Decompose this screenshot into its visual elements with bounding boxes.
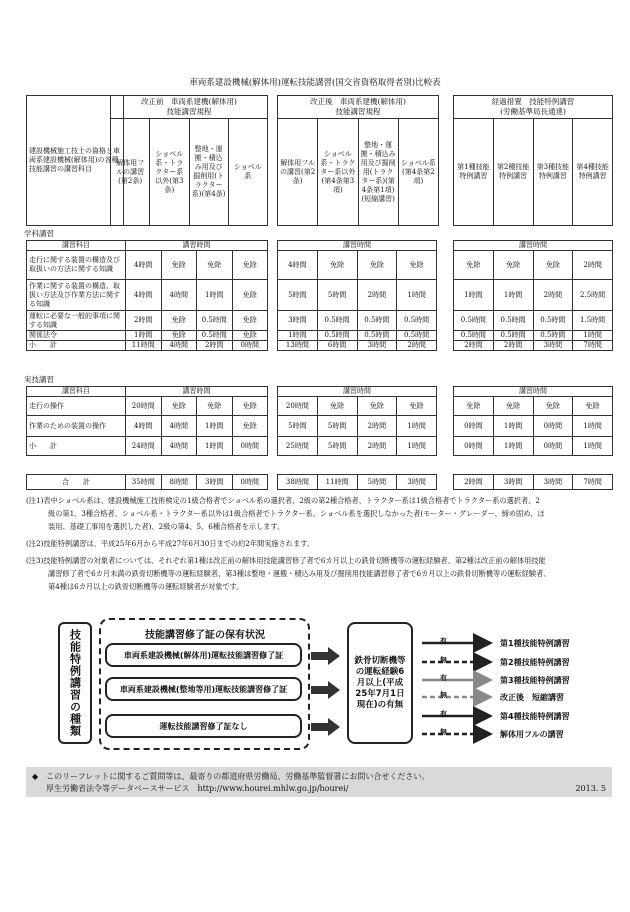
time-cell: 免除 bbox=[161, 397, 197, 416]
arrow-label-4: 無 bbox=[440, 691, 447, 699]
total-cell: 7時間 bbox=[573, 475, 613, 490]
time-cell: 免除 bbox=[232, 416, 268, 437]
time-cell: 1時間 bbox=[573, 416, 613, 437]
time-cell: 0.5時間 bbox=[357, 331, 397, 341]
time-cell: 0.5時間 bbox=[317, 331, 357, 341]
result-arrows bbox=[422, 643, 488, 734]
head-time: 講習時間 bbox=[454, 387, 613, 397]
head-time: 講習時間 bbox=[278, 241, 437, 251]
time-cell: 0.5時間 bbox=[454, 331, 494, 341]
time-cell: 0.5時間 bbox=[533, 311, 573, 331]
time-cell: 0.5時間 bbox=[397, 331, 437, 341]
arrow-label-3: 有 bbox=[440, 674, 447, 682]
time-cell: 1時間 bbox=[197, 437, 233, 456]
time-cell: 1時間 bbox=[493, 416, 533, 437]
time-cell: 2.5時間 bbox=[573, 280, 613, 311]
result-3: 第3種技能特例講習 bbox=[500, 676, 570, 685]
time-cell: 0.5時間 bbox=[533, 331, 573, 341]
time-cell: 5時間 bbox=[278, 416, 318, 437]
total-cell: 5時間 bbox=[357, 475, 397, 490]
time-cell: 1時間 bbox=[573, 437, 613, 456]
time-cell: 免除 bbox=[573, 397, 613, 416]
diagram-side-label: 技能特例講習の種類 bbox=[58, 622, 92, 744]
time-cell: 4時間 bbox=[161, 416, 197, 437]
time-cell: 3時間 bbox=[278, 311, 318, 331]
time-cell: 免除 bbox=[533, 397, 573, 416]
time-cell: 4時間 bbox=[161, 280, 197, 311]
footer-date: 2013. 5 bbox=[575, 784, 606, 793]
time-cell: 0時間 bbox=[533, 416, 573, 437]
cert-box-1: 車両系建設機械(解体用)運転技能講習修了証 bbox=[105, 643, 302, 667]
time-cell: 0時間 bbox=[533, 437, 573, 456]
trans-col-2: 第2種技能特例講習 bbox=[493, 119, 533, 226]
trans-col-4: 第4種技能特例講習 bbox=[573, 119, 613, 226]
time-cell: 3時間 bbox=[533, 341, 573, 351]
time-cell: 0.5時間 bbox=[397, 311, 437, 331]
after-subtitle: 技能講習規程 bbox=[335, 107, 381, 116]
time-cell: 1時間 bbox=[197, 416, 233, 437]
time-cell: 免除 bbox=[161, 331, 197, 341]
time-cell: 5時間 bbox=[278, 280, 318, 311]
time-cell: 5時間 bbox=[317, 280, 357, 311]
subject-cell: 小 計 bbox=[27, 437, 126, 456]
before-subtitle: 技能講習規程 bbox=[166, 107, 212, 116]
before-col-1: 解体用フルの講習(第2条) bbox=[111, 119, 150, 226]
time-cell: 0.5時間 bbox=[317, 311, 357, 331]
time-cell: 3時間 bbox=[357, 341, 397, 351]
time-cell: 免除 bbox=[317, 251, 357, 280]
academic-section-label: 学科講習 bbox=[24, 229, 54, 238]
time-cell: 免除 bbox=[232, 251, 268, 280]
head-time: 講習時間 bbox=[454, 241, 613, 251]
footer-line-1: ◆ このリーフレットに関するご質問等は、最寄りの都道府県労働局、労働基準監督署にお問い合せください。 bbox=[32, 772, 430, 781]
time-cell: 5時間 bbox=[317, 416, 357, 437]
total-cell: 3時間 bbox=[197, 475, 233, 490]
total-cell: 11時間 bbox=[317, 475, 357, 490]
total-label: 合 計 bbox=[27, 475, 126, 490]
time-cell: 0.5時間 bbox=[357, 311, 397, 331]
time-cell: 2時間 bbox=[357, 437, 397, 456]
time-cell: 5時間 bbox=[317, 437, 357, 456]
time-cell: 免除 bbox=[161, 251, 197, 280]
time-cell: 免除 bbox=[454, 251, 494, 280]
left-desc: 建設機械施工技士の資格と車両系建設機械(解体用)の各種技能講習の講習科目 bbox=[27, 96, 124, 226]
note-line: (注2)技能特例講習は、平成25年6月から平成27年6月30日までの約2年間実施されます。 bbox=[26, 539, 314, 548]
time-cell: 免除 bbox=[397, 251, 437, 280]
total-cell: 35時間 bbox=[126, 475, 162, 490]
time-cell: 免除 bbox=[197, 397, 233, 416]
note-line: (注3)技能特例講習の対象者については、それぞれ第1種は改正前の解体用技能講習修了者で6カ月以上の鉄骨切断機等の運転経験者、第2種は改正前の解体用技能 bbox=[26, 556, 546, 565]
time-cell: 1時間 bbox=[278, 331, 318, 341]
experience-box: 鉄骨切断機等の運転経験6月以上(平成25年7月1日現在)の有無 bbox=[347, 622, 413, 744]
time-cell: 25時間 bbox=[278, 437, 318, 456]
time-cell: 20時間 bbox=[126, 397, 162, 416]
time-cell: 4時間 bbox=[278, 251, 318, 280]
total-cell: 38時間 bbox=[278, 475, 318, 490]
arrow-label-5: 有 bbox=[440, 710, 447, 718]
footer bbox=[26, 767, 612, 797]
result-4: 改正後 短縮講習 bbox=[500, 693, 564, 702]
head-time: 講習時間 bbox=[126, 241, 268, 251]
time-cell: 2時間 bbox=[126, 311, 162, 331]
time-cell: 1時間 bbox=[197, 280, 233, 311]
time-cell: 免除 bbox=[197, 251, 233, 280]
time-cell: 1時間 bbox=[397, 280, 437, 311]
result-2: 第2種技能特例講習 bbox=[500, 658, 570, 667]
cert-box-3: 運転技能講習修了証なし bbox=[105, 714, 302, 738]
time-cell: 4時間 bbox=[161, 341, 197, 351]
time-cell: 2時間 bbox=[533, 280, 573, 311]
arrow-label-1: 有 bbox=[440, 637, 447, 645]
time-cell: 免除 bbox=[397, 397, 437, 416]
subject-cell: 走行の操作 bbox=[27, 397, 126, 416]
time-cell: 2時間 bbox=[357, 280, 397, 311]
time-cell: 免除 bbox=[232, 280, 268, 311]
result-6: 解体用フルの講習 bbox=[500, 730, 564, 739]
head-subject: 講習科目 bbox=[27, 241, 126, 251]
note-line: 級の第1、3種合格者、ショベル系・トラクター系以外は1級合格者でトラクター系、ショベル系を選択しなかった者(モーター・グレーダー、締め固め、ほ bbox=[48, 509, 545, 518]
arrow-label-2: 無 bbox=[440, 656, 447, 664]
note-line: 装用、基礎工事用を選択した者)、2級の第4、5、6種合格者を示します。 bbox=[48, 522, 285, 531]
head-subject: 講習科目 bbox=[27, 387, 126, 397]
subject-cell: 走行に関する装置の構造及び取扱いの方法に関する知識 bbox=[27, 251, 126, 280]
time-cell: 0.5時間 bbox=[197, 311, 233, 331]
arrow-label-6: 無 bbox=[440, 728, 447, 736]
time-cell: 2時間 bbox=[454, 341, 494, 351]
result-1: 第1種技能特例講習 bbox=[500, 639, 570, 648]
subject-cell: 関係法令 bbox=[27, 331, 126, 341]
note-line: (注1)表中ショベル系は、建設機械施工技術検定の1級合格者でショベル系の選択者、2級の第2種合格者、トラクター系は1級合格者でトラクター系の選択者、2 bbox=[26, 496, 540, 505]
time-cell: 免除 bbox=[232, 331, 268, 341]
time-cell: 1時間 bbox=[493, 437, 533, 456]
practical-section-label: 実技講習 bbox=[24, 375, 54, 384]
time-cell: 7時間 bbox=[573, 341, 613, 351]
time-cell: 免除 bbox=[454, 397, 494, 416]
after-title: 改正後 車両系建機(解体用) bbox=[310, 97, 406, 106]
time-cell: 4時間 bbox=[161, 437, 197, 456]
time-cell: 2時間 bbox=[197, 341, 233, 351]
subject-cell: 小 計 bbox=[27, 341, 126, 351]
time-cell: 免除 bbox=[317, 397, 357, 416]
before-col-2: ショベル系・トラクター系以外(第3条) bbox=[150, 119, 189, 226]
time-cell: 2時間 bbox=[493, 341, 533, 351]
time-cell: 20時間 bbox=[278, 397, 318, 416]
time-cell: 免除 bbox=[493, 397, 533, 416]
cert-box-2: 車両系建設機械(整地等用)運転技能講習修了証 bbox=[105, 677, 302, 701]
time-cell: 1時間 bbox=[454, 280, 494, 311]
time-cell: 2時間 bbox=[573, 251, 613, 280]
cert-to-experience-arrows bbox=[311, 647, 340, 736]
time-cell: 1時間 bbox=[573, 331, 613, 341]
time-cell: 0時間 bbox=[232, 437, 268, 456]
trans-col-1: 第1種技能特例講習 bbox=[454, 119, 494, 226]
total-cell: 8時間 bbox=[161, 475, 197, 490]
total-cell: 0時間 bbox=[232, 475, 268, 490]
time-cell: 1.5時間 bbox=[573, 311, 613, 331]
head-time: 講習時間 bbox=[126, 387, 268, 397]
total-cell: 2時間 bbox=[454, 475, 494, 490]
time-cell: 免除 bbox=[533, 251, 573, 280]
time-cell: 1時間 bbox=[126, 331, 162, 341]
time-cell: 0時間 bbox=[232, 341, 268, 351]
total-cell: 3時間 bbox=[397, 475, 437, 490]
note-line: 第4種は6カ月以上の鉄骨切断機等の運転経験者が対象です。 bbox=[48, 582, 244, 591]
time-cell: 4時間 bbox=[126, 280, 162, 311]
subject-cell: 運転に必要な一般的事項に関する知識 bbox=[27, 311, 126, 331]
time-cell: 免除 bbox=[232, 397, 268, 416]
time-cell: 4時間 bbox=[126, 251, 162, 280]
time-cell: 11時間 bbox=[126, 341, 162, 351]
time-cell: 1時間 bbox=[493, 280, 533, 311]
after-col-3: 整地・運搬・積込み用及び掘削用(トラクター系)(第4条第1項)(短縮講習) bbox=[358, 119, 398, 226]
transition-subtitle: (労働基準局長通達) bbox=[500, 107, 566, 116]
total-cell: 3時間 bbox=[493, 475, 533, 490]
time-cell: 0.5時間 bbox=[493, 311, 533, 331]
time-cell: 0.5時間 bbox=[454, 311, 494, 331]
time-cell: 免除 bbox=[357, 397, 397, 416]
before-col-4: ショベル系 bbox=[228, 119, 267, 226]
time-cell: 免除 bbox=[357, 251, 397, 280]
time-cell: 1時間 bbox=[397, 416, 437, 437]
trans-col-3: 第3種技能特例講習 bbox=[533, 119, 573, 226]
time-cell: 免除 bbox=[161, 311, 197, 331]
time-cell: 1時間 bbox=[397, 437, 437, 456]
footer-line-2: 厚生労働省法令等データベースサービス http://www.hourei.mhlw.go.jp/hourei/ bbox=[46, 784, 349, 793]
time-cell: 13時間 bbox=[278, 341, 318, 351]
before-col-3: 整地・運搬・積込み用及び掘削用(トラクター系)(第4条) bbox=[189, 119, 228, 226]
time-cell: 免除 bbox=[232, 311, 268, 331]
time-cell: 0時間 bbox=[454, 437, 494, 456]
transition-title: 経過措置 技能特例講習 bbox=[491, 97, 575, 106]
after-col-1: 解体用フルの講習(第2条) bbox=[278, 119, 318, 226]
time-cell: 0.5時間 bbox=[197, 331, 233, 341]
result-5: 第4種技能特例講習 bbox=[500, 712, 570, 721]
time-cell: 24時間 bbox=[126, 437, 162, 456]
time-cell: 6時間 bbox=[317, 341, 357, 351]
page-title: 車両系建設機械(解体用)運転技能講習(国交省資格取得者別)比較表 bbox=[189, 78, 441, 88]
possession-title: 技能講習修了証の保有状況 bbox=[145, 630, 265, 641]
time-cell: 2時間 bbox=[357, 416, 397, 437]
subject-cell: 作業のための装置の操作 bbox=[27, 416, 126, 437]
note-line: 講習修了者で6カ月未満の鉄骨切断機等の運転経験者、第3種は整地・運搬・積込み用及び掘削用技能講習修了者で6カ月以上の鉄骨切断機等の運転経験者、 bbox=[48, 569, 551, 578]
head-time: 講習時間 bbox=[278, 387, 437, 397]
total-cell: 3時間 bbox=[533, 475, 573, 490]
time-cell: 0.5時間 bbox=[493, 331, 533, 341]
before-title: 改正前 車両系建機(解体用) bbox=[141, 97, 237, 106]
time-cell: 4時間 bbox=[126, 416, 162, 437]
subject-cell: 作業に関する装置の構造、取扱い方法及び作業方法に関する知識 bbox=[27, 280, 126, 311]
after-col-4: ショベル系(第4条第2項) bbox=[398, 119, 438, 226]
after-col-2: ショベル系・トラクター系以外(第4条第3項) bbox=[318, 119, 358, 226]
time-cell: 免除 bbox=[493, 251, 533, 280]
time-cell: 2時間 bbox=[397, 341, 437, 351]
time-cell: 0時間 bbox=[454, 416, 494, 437]
